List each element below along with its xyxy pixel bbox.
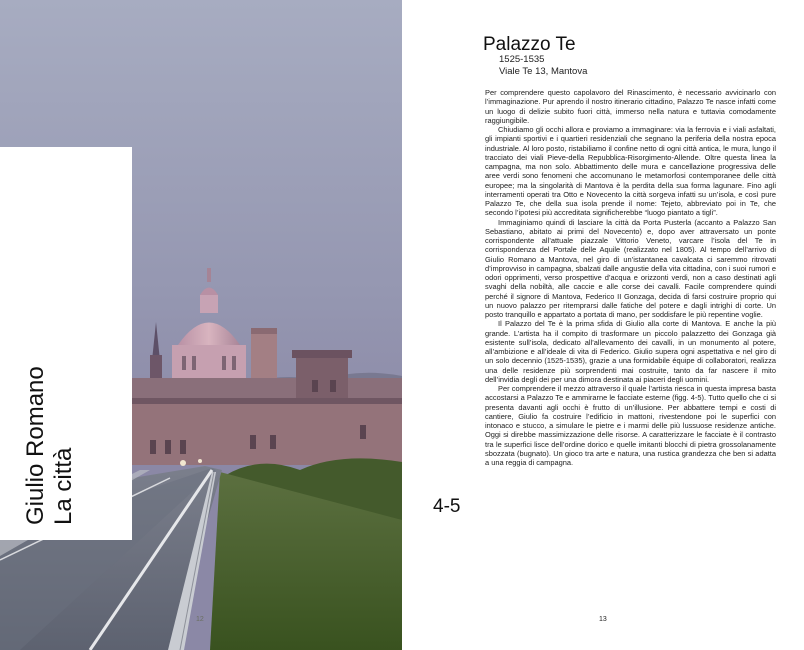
- vertical-title-line-1: Giulio Romano: [22, 366, 49, 525]
- vertical-chapter-title: [22, 145, 108, 525]
- right-page: [402, 0, 804, 650]
- figure-reference-number: 4-5: [433, 496, 461, 517]
- paragraph: Chiudiamo gli occhi allora e proviamo a immaginare: via la ferrovia e i viali asfaltati, gli impianti sportivi e i quartieri residenziali che segnano la periferia della nostra epoca industriale. Al loro posto, ristabiliamo il confine netto di ogni città antica, le mura, lungo il tracciato dei viali Pieve-della Repubblica-Risorgimento-Allende. Oltre questa linea la campagna, ma non solo. Abbattimento delle mura e cancellazione progressiva delle aree verdi sono fenomeni che accomunano le metamorfosi contemporanee delle città europee; ma la singolarità di Mantova è la perdita della sua forma lagunare. Fino agli interramenti operati tra Otto e Novecento la città sorgeva infatti su un’isola, e così pure Palazzo Te, che della sua isola prende il nome: Tejeto, abbreviato poi in Te, che secondo l’ipotesi più accreditata significherebbe “luogo piantato a tigli”.: [485, 125, 776, 218]
- page-number-right: 13: [599, 616, 607, 623]
- dates: 1525-1535: [499, 54, 545, 65]
- paragraph: Immaginiamo quindi di lasciare la città da Porta Pusterla (accanto a Palazzo San Sebastiano, abitato ai primi del Novecento) e, dopo aver attraversato un ponte corrispondente all’attuale piazzale Vittorio Veneto, varcare l’isola del Te in corrispondenza del Portale delle Aquile (realizzato nel 1805). Al tempo dell’arrivo di Giulio Romano a Mantova, nel giro di un’istantanea cavalcata ci saremmo ritrovati d’improvviso in campagna, sbalzati dalle angustie della vita cittadina, con i suoi rumori e odori opprimenti, verso prospettive d’acqua e orizzonti verdi, non a caso destinati agli svaghi della nobiltà, alle caccie e alle corse dei cavalli. Facile comprendere quindi perché il signore di Mantova, Federico II Gonzaga, decida di farsi costruire proprio qui un nuovo palazzo per ritemprarsi dalle fatiche del potere e dagli intrighi di corte. Un posto tranquillo e appartato a portata di mano, per soddisfare le più repentine voglie.: [485, 217, 776, 319]
- paragraph: Per comprendere questo capolavoro del Rinascimento, è necessario avvicinarlo con l’immaginazione. Pur aprendo il nostro itinerario cittadino, Palazzo Te nasce infatti come un luogo di delizie subito fuori città, immerso nella natura e tuttavia comodamente raggiungibile.: [485, 88, 776, 125]
- page-number-left: 12: [196, 616, 204, 623]
- paragraph: Il Palazzo del Te è la prima sfida di Giulio alla corte di Mantova. E anche la più grande. L’artista ha il compito di trasformare un piccolo palazzetto dei Gonzaga già esistente sull’isola, dedicato all’allevamento dei cavalli, in un monumento al potere, all’ambizione e all’ideale di vita di Federico. Giulio supera ogni aspettativa e nel giro di un solo decennio (1525-1535), grazie a una formidabile équipe di collaboratori, realizza una delle residenze più sorprendenti mai costruite, tanto da far nascere il mito dell’invidia degli dei per una dimora destinata ai piaceri degli uomini.: [485, 319, 776, 384]
- address: Viale Te 13, Mantova: [499, 66, 588, 77]
- page-title: Palazzo Te: [483, 34, 576, 55]
- paragraph: Per comprendere il mezzo attraverso il quale l’artista riesca in questa impresa basta accostarsi a Palazzo Te e ammirarne le facciate esterne (figg. 4-5). Tutto quello che ci si presenta davanti agli occhi è frutto di un’illusione. Per abbattere tempi e costi di cantiere, Giulio fa costruire l’edificio in mattoni, rivestendone poi le superfici con intonaco e stucco, a simulare le pietre e i marmi delle più lussuose residenze antiche. Oggi si direbbe massimizzazione delle risorse. A caratterizzare le facciate è il contrasto tra le superfici lisce dell’ordine dorico e quelle imitanti blocchi di pietra grossolanamente sbozzata (bugnato). Un gioco tra arte e natura, una rustica grandezza che ben si adatta a una reggia di campagna.: [485, 384, 776, 467]
- body-text: [485, 88, 776, 467]
- vertical-title-line-2: La città: [50, 447, 77, 525]
